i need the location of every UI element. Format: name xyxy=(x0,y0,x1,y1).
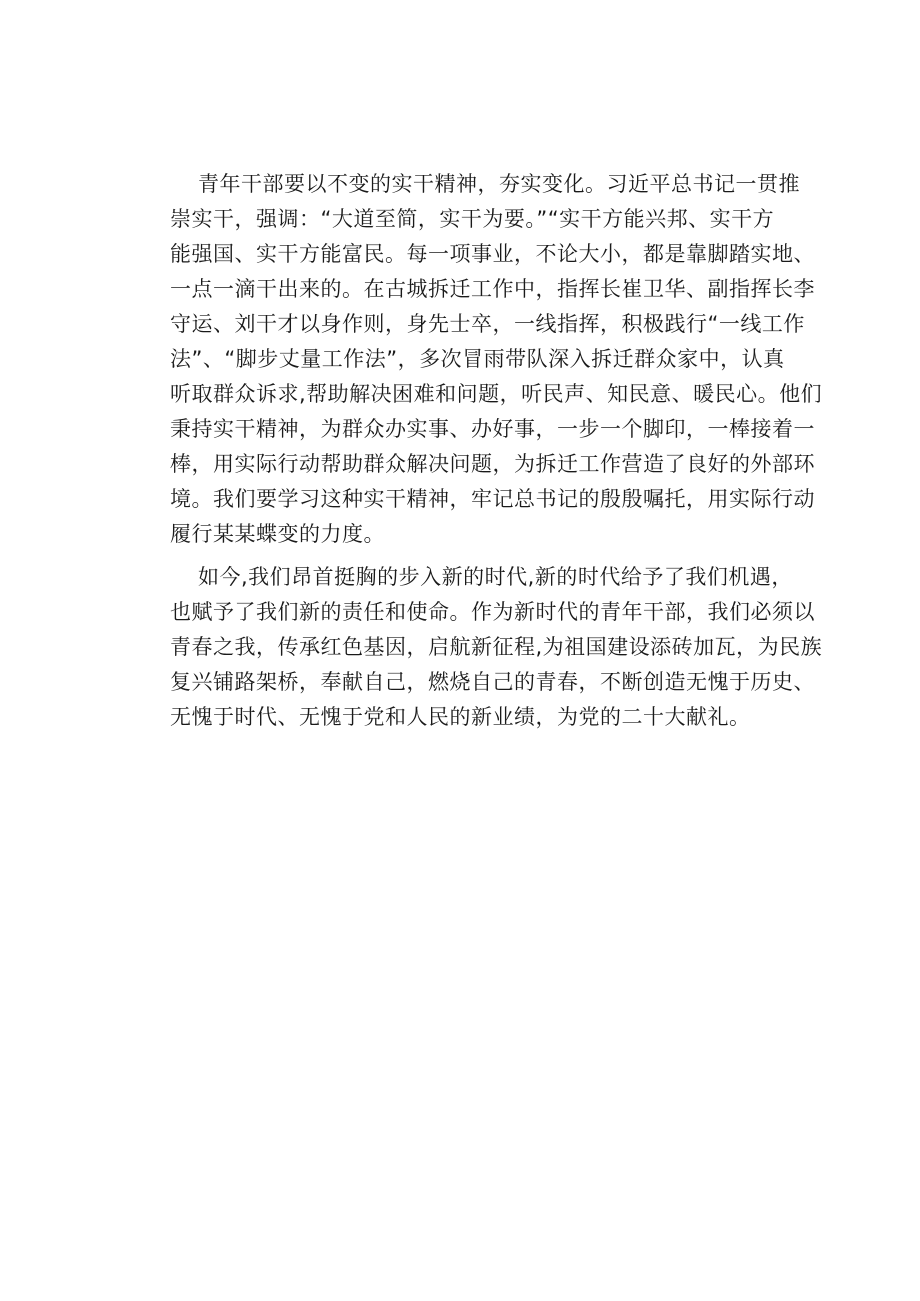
paragraph-line: 青春之我，传承红色基因，启航新征程,为祖国建设添砖加瓦，为民族 xyxy=(170,635,823,659)
paragraph-line: 守运、刘干才以身作则，身先士卒，一线指挥，积极践行“一线工作 xyxy=(170,312,805,336)
paragraph-line: 境。我们要学习这种实干精神，牢记总书记的殷殷嘱托，用实际行动 xyxy=(170,487,815,511)
paragraph-line: 一点一滴干出来的。在古城拆迁工作中，指挥长崔卫华、副指挥长李 xyxy=(170,277,815,301)
paragraph-line: 也赋予了我们新的责任和使命。作为新时代的青年干部，我们必须以 xyxy=(170,600,815,624)
paragraph-line: 能强国、实干方能富民。每一项事业，不论大小，都是靠脚踏实地、 xyxy=(170,242,815,266)
paragraph-line: 无愧于时代、无愧于党和人民的新业绩，为党的二十大献礼。 xyxy=(170,705,751,729)
paragraph-line: 听取群众诉求,帮助解决困难和问题，听民声、知民意、暖民心。他们 xyxy=(170,382,823,406)
paragraph-line: 青年干部要以不变的实干精神，夯实变化。习近平总书记一贯推 xyxy=(198,172,800,196)
paragraph-line: 法”、“脚步丈量工作法”，多次冒雨带队深入拆迁群众家中，认真 xyxy=(170,347,785,371)
paragraph-line: 崇实干，强调：“大道至简，实干为要。”“实干方能兴邦、实干方 xyxy=(170,207,775,231)
paragraph-line: 履行某某蝶变的力度。 xyxy=(170,522,385,546)
paragraph-line: 棒，用实际行动帮助群众解决问题，为拆迁工作营造了良好的外部环 xyxy=(170,452,815,476)
paragraph-line: 复兴铺路架桥，奉献自己，燃烧自己的青春，不断创造无愧于历史、 xyxy=(170,670,815,694)
paragraph-line: 秉持实干精神，为群众办实事、办好事，一步一个脚印，一棒接着一 xyxy=(170,417,815,441)
paragraph-line: 如今,我们昂首挺胸的步入新的时代,新的时代给予了我们机遇， xyxy=(198,565,793,589)
